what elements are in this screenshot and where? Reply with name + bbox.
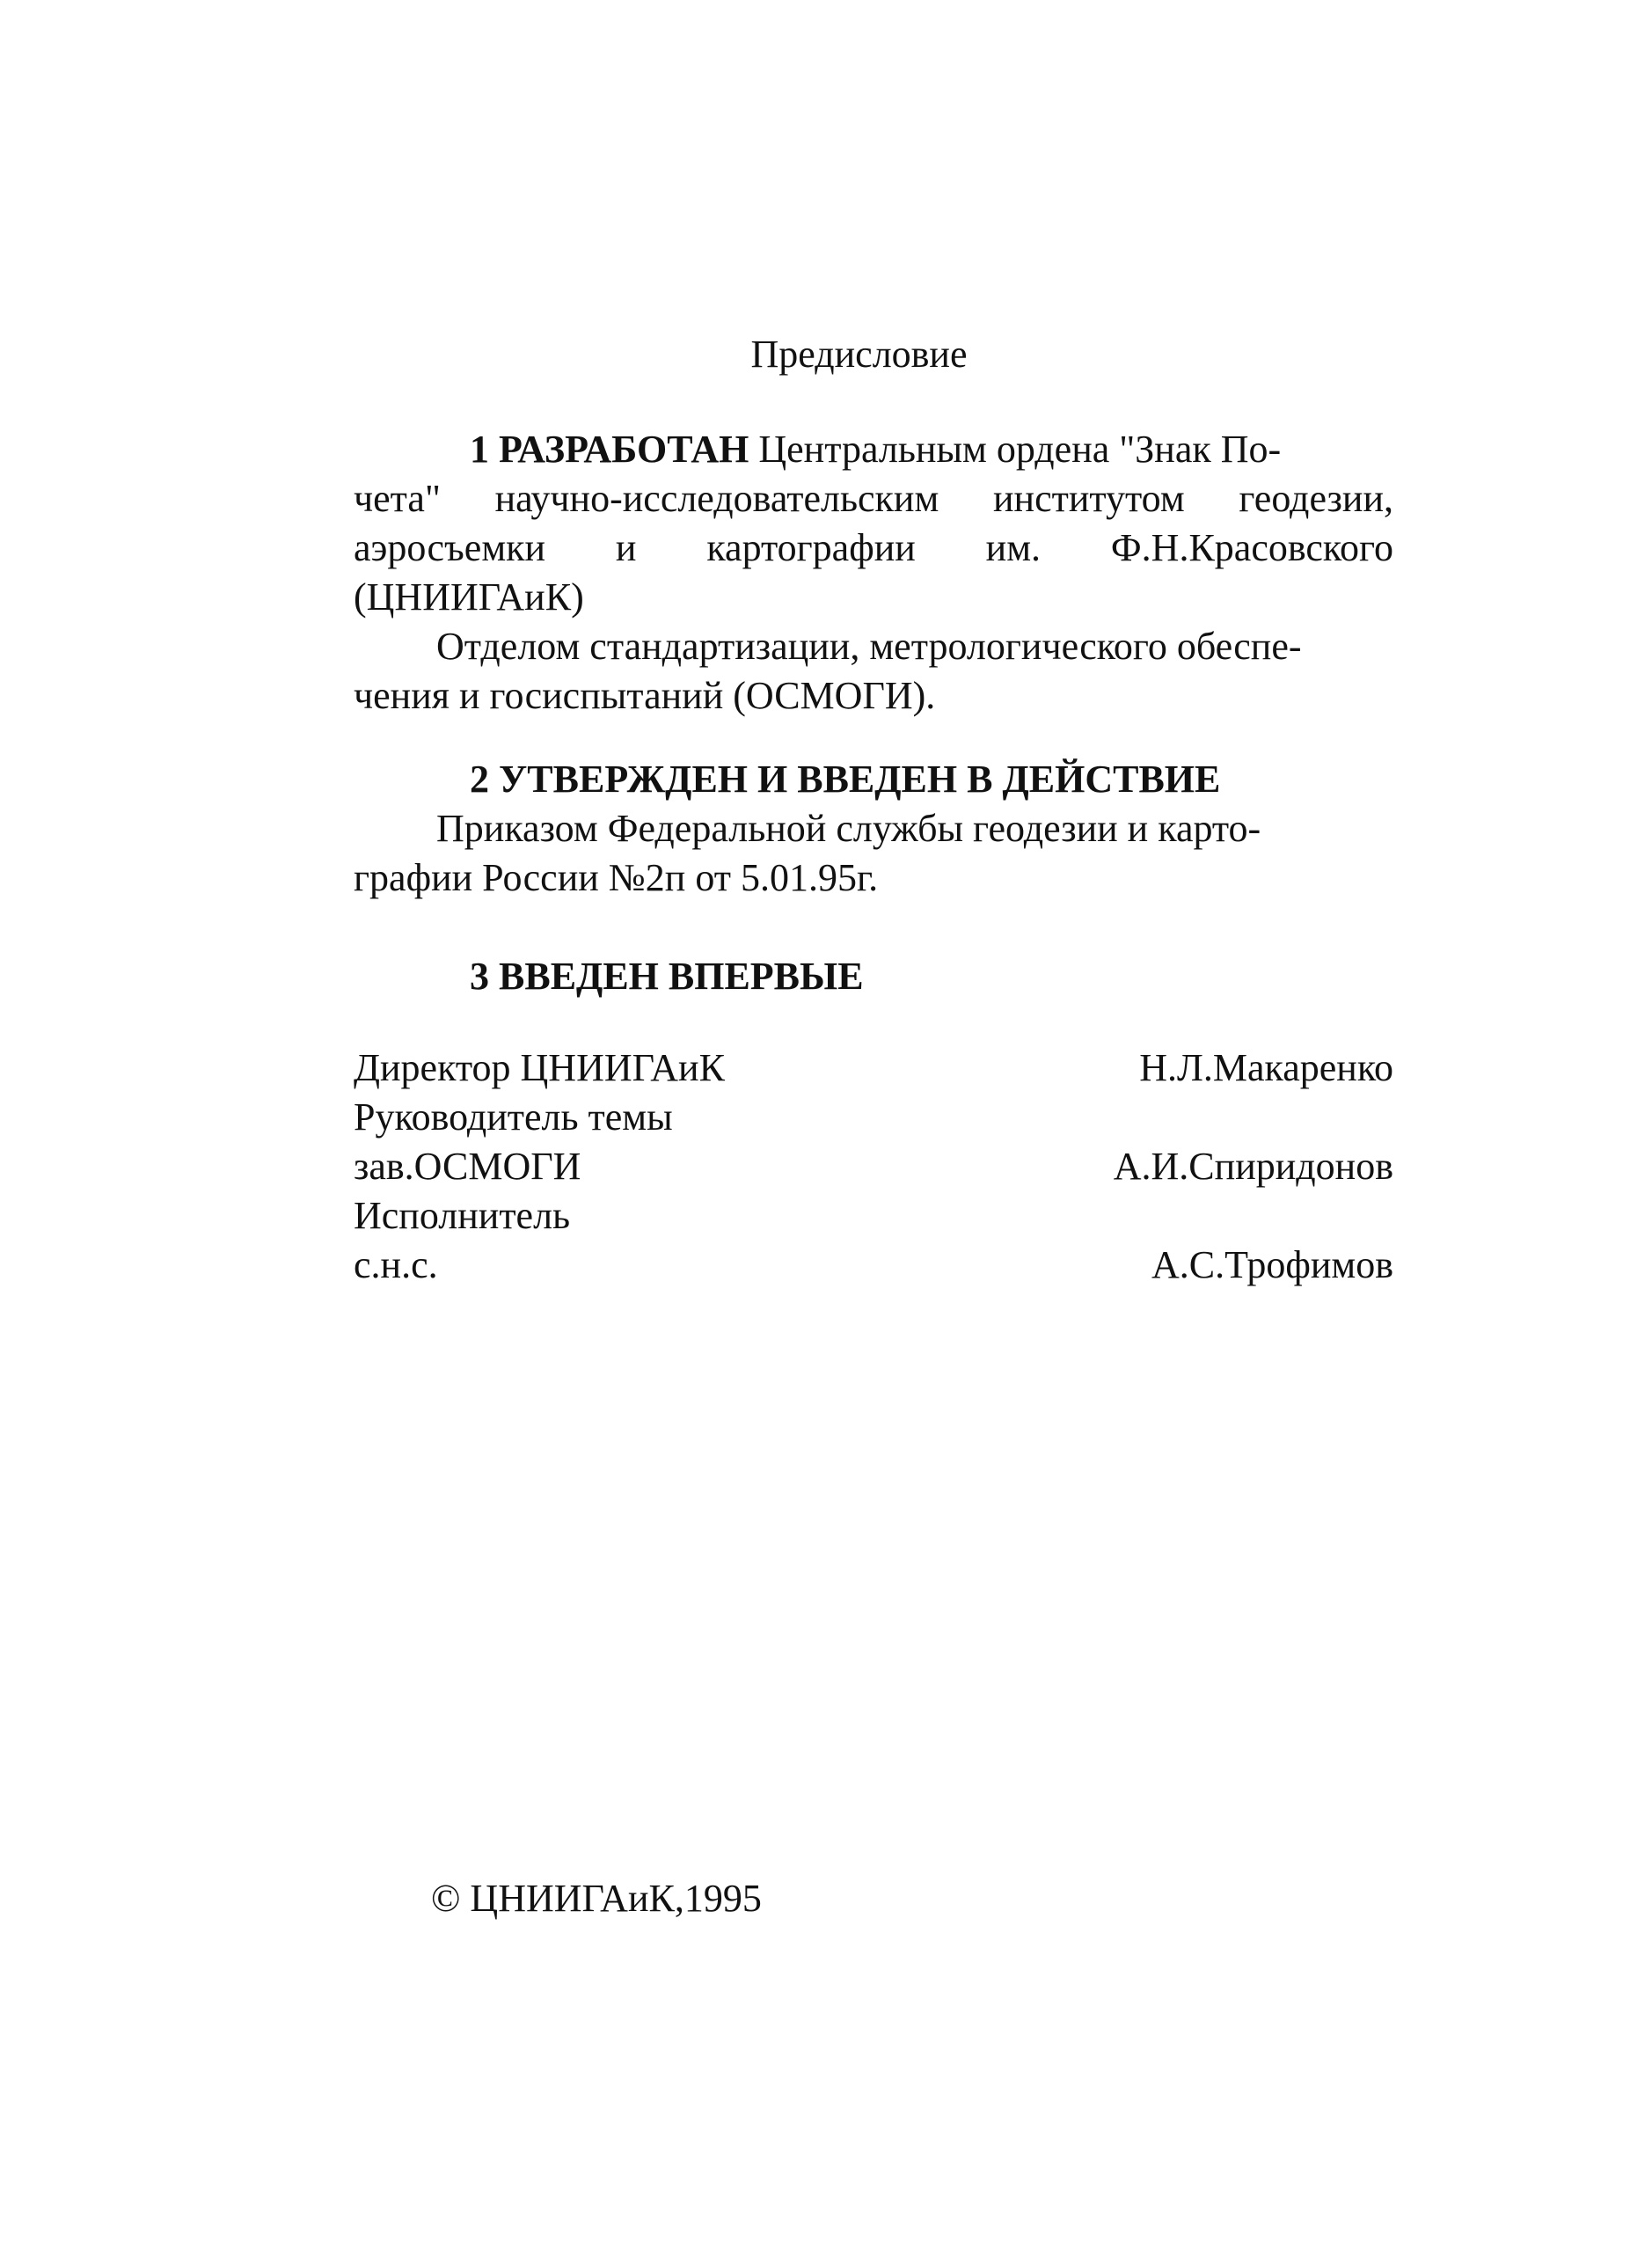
- section-1-line-4: (ЦНИИГАиК): [354, 575, 584, 619]
- copyright-notice: © ЦНИИГАиК,1995: [431, 1877, 762, 1920]
- signature-row: [354, 1043, 1393, 1093]
- signature-name: А.И.Спиридонов: [1113, 1145, 1393, 1188]
- page-title: Предисловие: [750, 333, 968, 376]
- signature-row: [354, 1191, 1393, 1241]
- section-1-number: 1: [470, 428, 489, 471]
- section-2-line-1: Приказом Федеральной службы геодезии и карто-: [436, 807, 1261, 850]
- section-1-line-2: чета" научно-исследовательским институтом геодезии,: [354, 477, 1393, 520]
- section-1-line-1: 1 РАЗРАБОТАН Центральным ордена "Знак По-: [470, 428, 1282, 471]
- signature-role: Исполнитель: [354, 1194, 571, 1237]
- section-1-line-3: аэросъемки и картографии им. Ф.Н.Красовского: [354, 526, 1393, 569]
- section-1-label: РАЗРАБОТАН: [499, 428, 749, 471]
- signature-row: [354, 1241, 1393, 1290]
- section-2: [354, 755, 1393, 903]
- section-3: [354, 952, 1393, 1001]
- section-1-line-6: чения и госиспытаний (ОСМОГИ).: [354, 674, 936, 717]
- signature-row: [354, 1093, 1393, 1142]
- section-3-heading: 3 ВВЕДЕН ВПЕРВЫЕ: [470, 955, 864, 998]
- signature-name: Н.Л.Макаренко: [1139, 1046, 1393, 1089]
- signature-role: зав.ОСМОГИ: [354, 1145, 581, 1188]
- signature-role: с.н.с.: [354, 1243, 438, 1286]
- signature-role: Директор ЦНИИГАиК: [354, 1046, 725, 1089]
- signature-role: Руководитель темы: [354, 1095, 673, 1139]
- section-1-line-5: Отделом стандартизации, метрологического обеспе-: [436, 625, 1302, 668]
- section-1: [354, 425, 1393, 721]
- signature-row: [354, 1142, 1393, 1191]
- section-2-line-2: графии России №2п от 5.01.95г.: [354, 856, 879, 899]
- section-2-heading: 2 УТВЕРЖДЕН И ВВЕДЕН В ДЕЙСТВИЕ: [470, 758, 1221, 801]
- signature-name: А.С.Трофимов: [1151, 1243, 1393, 1286]
